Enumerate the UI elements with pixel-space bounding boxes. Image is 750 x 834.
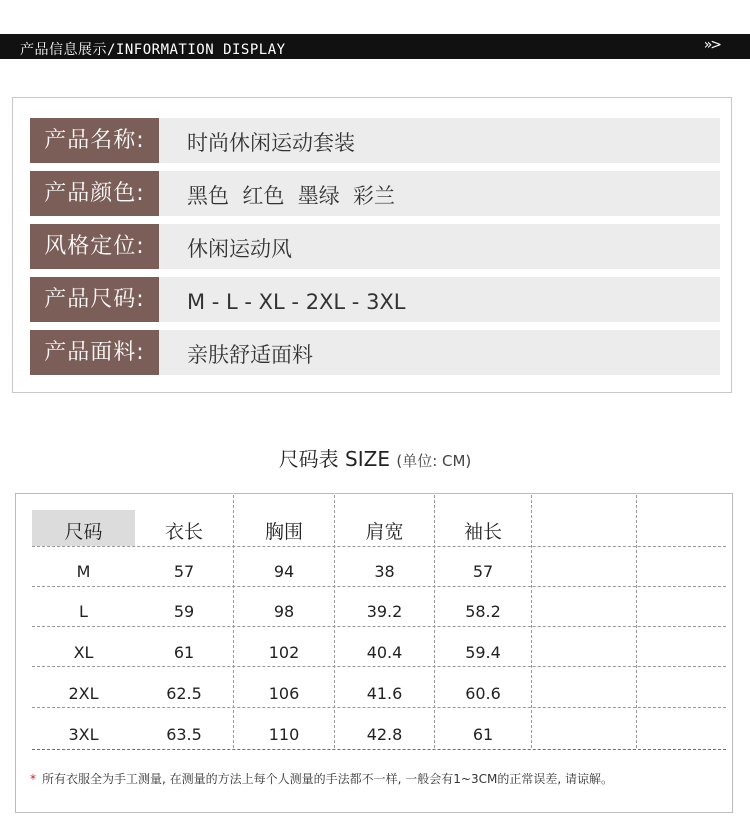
table-cell: 63.5 <box>166 725 202 744</box>
info-label: 产品面料: <box>30 330 159 375</box>
table-cell: 61 <box>173 643 195 662</box>
size-table-heading <box>0 443 750 472</box>
table-cell: 39.2 <box>366 602 403 621</box>
grid-line <box>531 495 532 748</box>
table-cell: 59 <box>173 602 195 621</box>
info-label: 风格定位: <box>30 224 159 269</box>
table-bottom-line <box>32 749 726 750</box>
info-value: 亲肤舒适面料 <box>187 343 313 367</box>
table-cell: 42.8 <box>366 725 403 744</box>
table-cell: L <box>79 602 88 621</box>
info-row-fabric <box>30 330 720 375</box>
table-cell: 102 <box>268 643 300 662</box>
table-header-cell: 胸围 <box>264 521 303 543</box>
table-cell: 59.4 <box>465 643 501 662</box>
grid-line <box>32 707 726 708</box>
asterisk-icon: * <box>30 772 36 786</box>
table-header-cell: 袖长 <box>463 521 502 543</box>
info-value: 时尚休闲运动套装 <box>187 131 355 155</box>
table-cell: 41.6 <box>366 684 403 703</box>
measurement-note <box>30 770 613 787</box>
table-cell: XL <box>73 643 94 662</box>
info-value: M - L - XL - 2XL - 3XL <box>187 290 406 314</box>
table-cell: 58.2 <box>465 602 501 621</box>
chevrons-right-icon: »> <box>703 37 720 53</box>
table-cell: 94 <box>273 562 295 581</box>
table-header-cell: 尺码 <box>64 521 103 543</box>
info-value: 休闲运动风 <box>187 237 292 261</box>
size-table-unit: (单位: CM) <box>396 452 472 470</box>
table-header-cell: 衣长 <box>164 521 203 543</box>
table-cell: 60.6 <box>465 684 501 703</box>
info-value: 黑色 红色 墨绿 彩兰 <box>187 184 396 208</box>
grid-line <box>32 626 726 627</box>
table-cell: 2XL <box>68 684 99 703</box>
size-table-title: 尺码表 SIZE <box>278 447 390 471</box>
table-cell: 98 <box>273 602 295 621</box>
table-cell: 110 <box>268 725 300 744</box>
table-header-cell: 肩宽 <box>365 521 404 543</box>
grid-line <box>32 666 726 667</box>
table-cell: M <box>76 562 91 581</box>
section-title: 产品信息展示/INFORMATION DISPLAY <box>20 42 286 58</box>
table-cell: 57 <box>173 562 195 581</box>
table-cell: 62.5 <box>166 684 202 703</box>
grid-line <box>636 495 637 748</box>
table-cell: 40.4 <box>366 643 403 662</box>
info-label: 产品颜色: <box>30 171 159 216</box>
info-row-name <box>30 118 720 163</box>
grid-line <box>32 546 726 547</box>
info-row-size <box>30 277 720 322</box>
table-cell: 61 <box>472 725 494 744</box>
info-label: 产品尺码: <box>30 277 159 322</box>
measurement-note-text: 所有衣服全为手工测量, 在测量的方法上每个人测量的手法都不一样, 一般会有1~3CM的正常误差, 请谅解。 <box>42 772 613 786</box>
section-header-bar <box>0 34 750 59</box>
grid-line <box>32 586 726 587</box>
info-row-color <box>30 171 720 216</box>
product-info-box <box>12 97 732 393</box>
table-cell: 57 <box>472 562 494 581</box>
table-cell: 3XL <box>68 725 99 744</box>
info-label: 产品名称: <box>30 118 159 163</box>
table-cell: 38 <box>374 562 395 581</box>
info-row-style <box>30 224 720 269</box>
table-cell: 106 <box>268 684 300 703</box>
